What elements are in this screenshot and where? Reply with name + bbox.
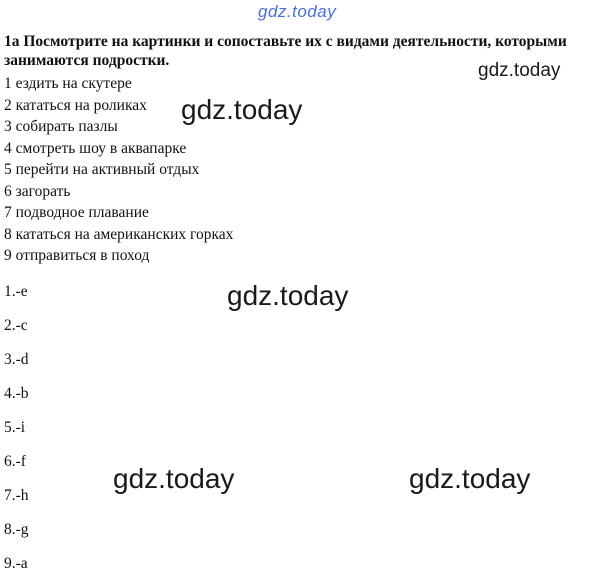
watermark: gdz.today xyxy=(478,60,561,81)
watermark: gdz.today xyxy=(181,94,303,125)
header-logo: gdz.today xyxy=(258,2,337,21)
watermark: gdz.today xyxy=(113,463,235,494)
list-item: 9 отправиться в поход xyxy=(4,247,150,264)
answer-item: 7.-h xyxy=(4,487,29,504)
watermark: gdz.today xyxy=(227,280,349,311)
answer-item: 3.-d xyxy=(4,351,29,368)
answer-item: 9.-a xyxy=(4,555,28,572)
list-item: 5 перейти на активный отдых xyxy=(4,161,200,178)
task-title: 1а Посмотрите на картинки и сопоставьте их с видами деятельности, которыми занимаются подростки. xyxy=(4,33,567,69)
list-item: 8 кататься на американских горках xyxy=(4,225,234,243)
list-item: 4 смотреть шоу в аквапарке xyxy=(4,139,187,157)
watermark: gdz.today xyxy=(409,463,531,494)
list-item: 1 ездить на скутере xyxy=(4,75,132,92)
answer-item: 8.-g xyxy=(4,521,29,538)
answer-list xyxy=(4,282,29,588)
list-item: 2 кататься на роликах xyxy=(4,96,147,114)
list-item: 6 загорать xyxy=(4,182,71,200)
list-item: 7 подводное плавание xyxy=(4,204,149,221)
answer-item: 1.-e xyxy=(4,283,28,300)
answer-item: 6.-f xyxy=(4,453,26,470)
answer-item: 2.-c xyxy=(4,317,28,334)
answer-item: 4.-b xyxy=(4,385,29,402)
list-item: 3 собирать пазлы xyxy=(4,118,118,135)
answer-item: 5.-i xyxy=(4,419,26,436)
